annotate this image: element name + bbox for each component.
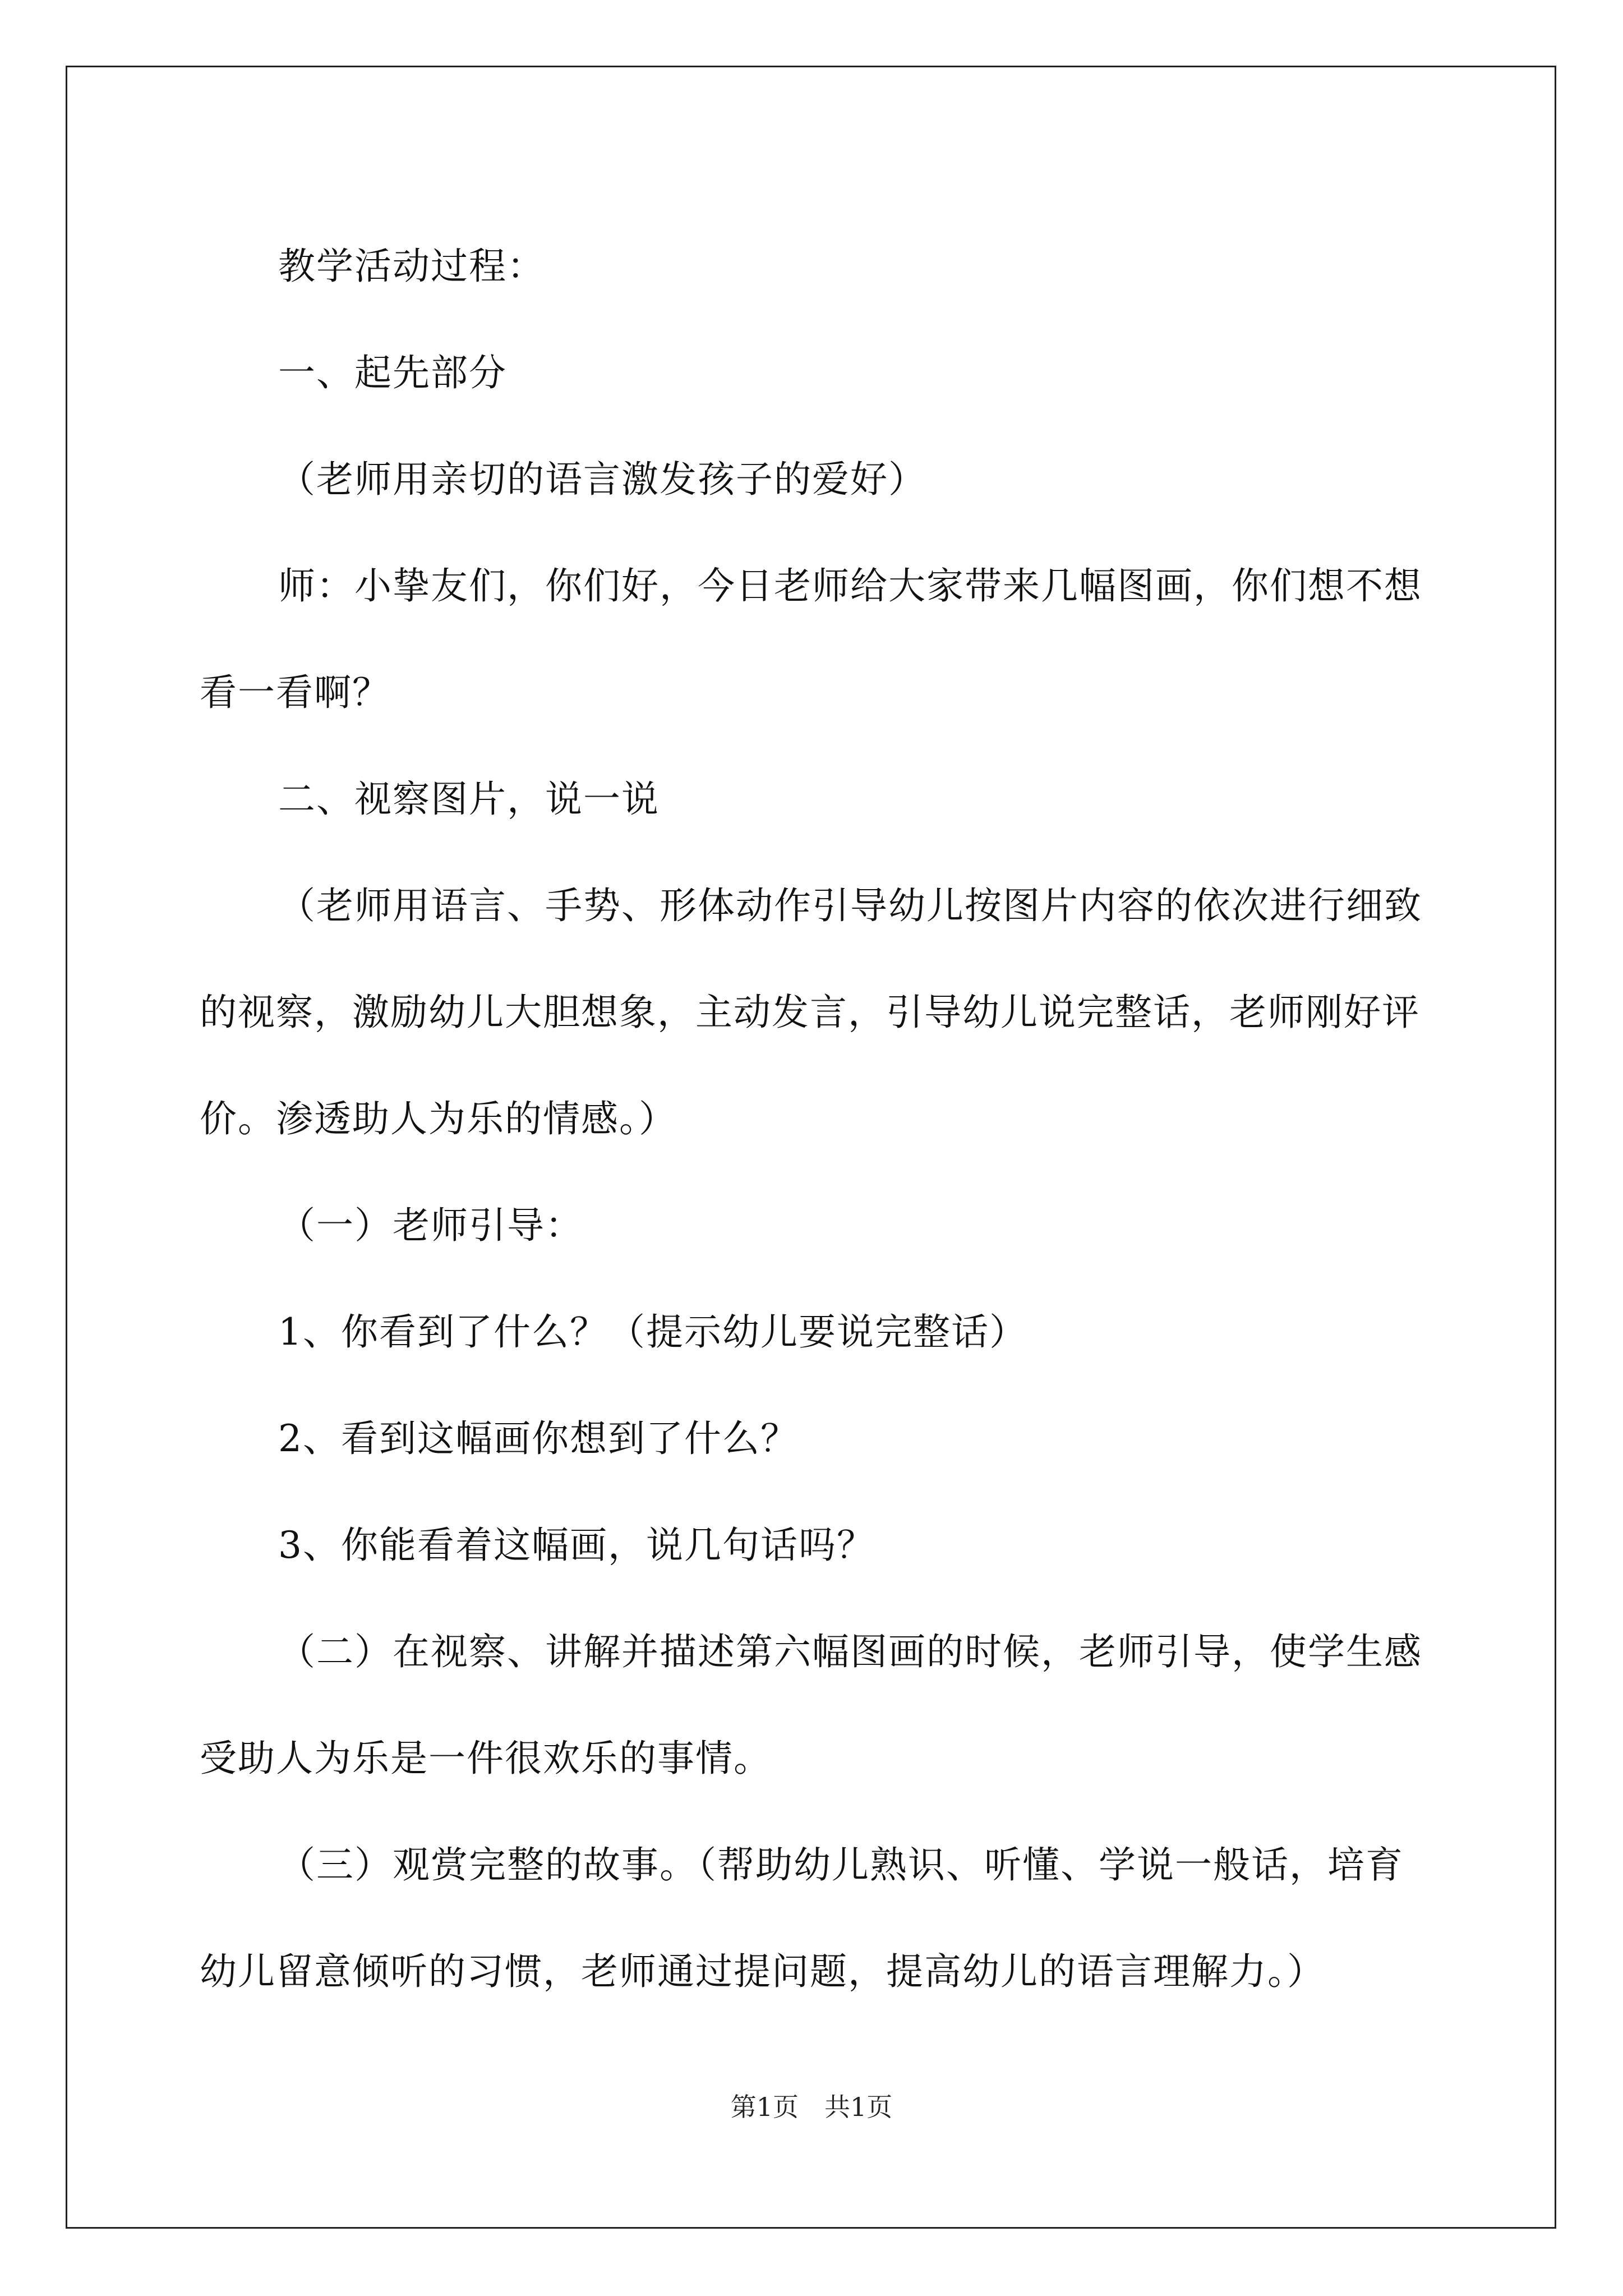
document-body xyxy=(200,213,1428,2025)
list-item: 2、看到这幅画你想到了什么？ xyxy=(278,1417,799,1460)
paragraph: （老师用语言、手势、形体动作引导幼儿按图片内容的依次进行细致的视察，激励幼儿大胆想象，主动发言，引导幼儿说完整话，老师刚好评价。渗透助人为乐的情感。） xyxy=(200,884,1422,1140)
paragraph: （三）观赏完整的故事。（帮助幼儿熟识、听懂、学说一般话，培育幼儿留意倾听的习惯，老师通过提问题，提高幼儿的语言理解力。） xyxy=(200,1843,1404,1993)
paragraph: 师：小挚友们，你们好，今日老师给大家带来几幅图画，你们想不想看一看啊？ xyxy=(200,564,1422,714)
paragraph: 教学活动过程： xyxy=(278,245,545,288)
section-heading: 二、视察图片，说一说 xyxy=(278,777,660,821)
list-item: 1、你看到了什么？（提示幼儿要说完整话） xyxy=(278,1310,1027,1354)
paragraph: （二）在视察、讲解并描述第六幅图画的时候，老师引导，使学生感受助人为乐是一件很欢乐的事情。 xyxy=(200,1630,1422,1780)
section-heading: 一、起先部分 xyxy=(278,351,507,394)
page-number-footer: 第1页 共1页 xyxy=(730,2092,893,2122)
subsection-heading: （一）老师引导： xyxy=(278,1204,583,1247)
list-item: 3、你能看着这幅画，说几句话吗？ xyxy=(278,1524,875,1567)
paragraph: （老师用亲切的语言激发孩子的爱好） xyxy=(278,458,926,501)
